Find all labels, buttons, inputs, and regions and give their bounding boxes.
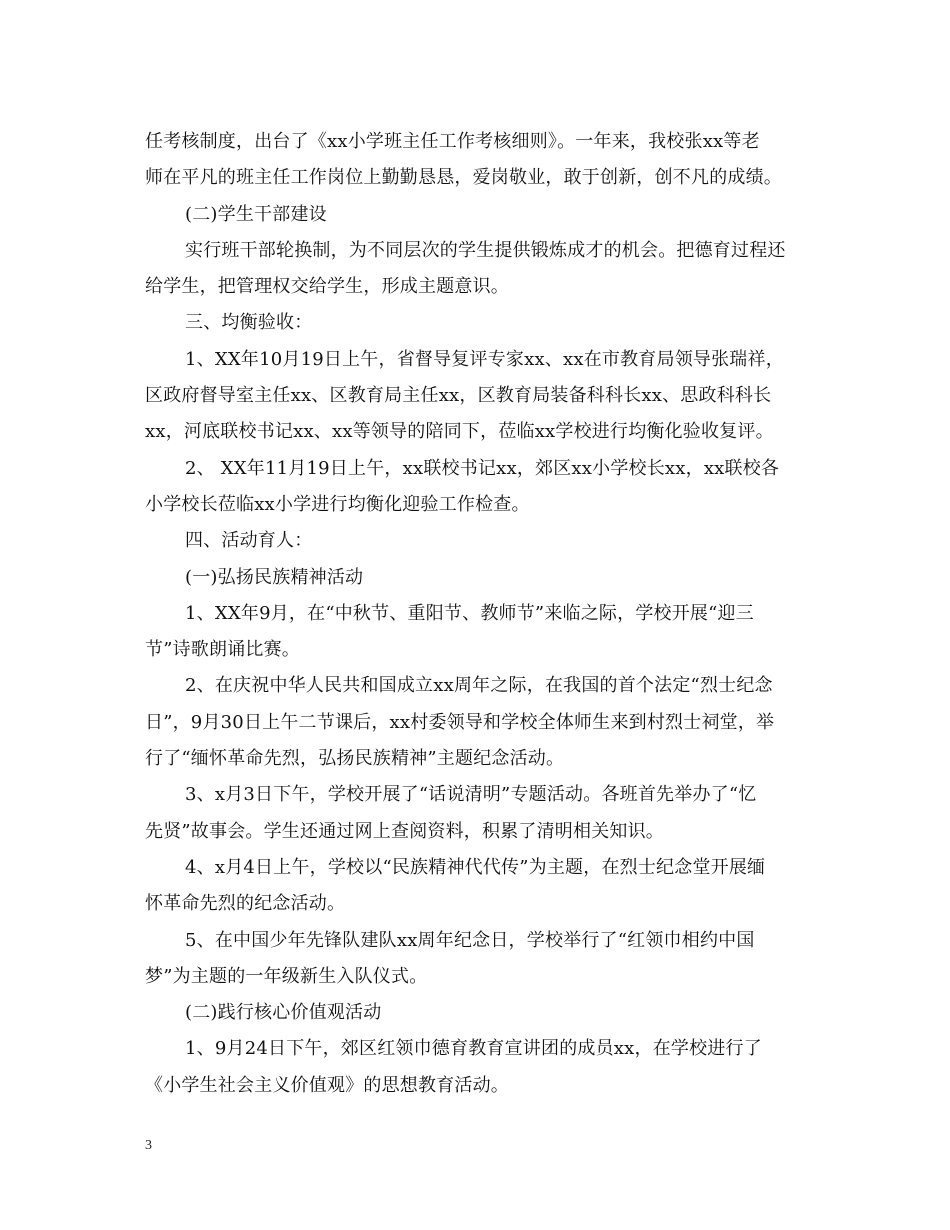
text-line: 区政府督导室主任xx、区教育局主任xx，区教育局装备科科长xx、思政科科长 (145, 385, 772, 407)
text-line: 《小学生社会主义价值观》的思想教育活动。 (145, 1074, 509, 1096)
text-line: xx，河底联校书记xx、xx等领导的陪同下，莅临xx学校进行均衡化验收复评。 (145, 421, 774, 443)
section-heading: (一)弘扬民族精神活动 (185, 566, 364, 588)
text-line: 1、XX年9月，在“中秋节、重阳节、教师节”来临之际，学校开展“迎三 (185, 602, 754, 624)
body-text (145, 124, 810, 1104)
section-heading: 四、活动育人： (185, 530, 313, 552)
text-line: 任考核制度，出台了《xx小学班主任工作考核细则》。一年来，我校张xx等老 (145, 131, 760, 152)
text-line: 1、XX年10月19日上午，省督导复评专家xx、xx在市教育局领导张瑞祥， (185, 348, 784, 370)
text-line: 2、在庆祝中华人民共和国成立xx周年之际，在我国的首个法定“烈士纪念 (185, 675, 773, 697)
text-line: 1、9月24日下午，郊区红领巾德育教育宣讲团的成员xx，在学校进行了 (185, 1038, 762, 1060)
text-line: 梦”为主题的一年级新生入队仪式。 (145, 965, 428, 987)
page-number: 3 (145, 1138, 152, 1153)
section-heading: (二)学生干部建设 (185, 203, 327, 225)
text-line: 先贤”故事会。学生还通过网上查阅资料，积累了清明相关知识。 (145, 820, 664, 842)
section-heading: 三、均衡验收： (185, 312, 313, 334)
text-line: 5、在中国少年先锋队建队xx周年纪念日，学校举行了“红领巾相约中国 (185, 929, 755, 951)
text-line: 给学生，把管理权交给学生，形成主题意识。 (145, 276, 509, 298)
text-line: 2、 XX年11月19日上午，xx联校书记xx，郊区xx小学校长xx，xx联校各 (185, 457, 780, 479)
text-line: 4、x月4日上午，学校以“民族精神代代传”为主题，在烈士纪念堂开展缅 (185, 856, 766, 878)
text-line: 日”，9月30日上午二节课后，xx村委领导和学校全体师生来到村烈士祠堂，举 (145, 711, 775, 733)
text-line: 实行班干部轮换制，为不同层次的学生提供锻炼成才的机会。把德育过程还 (185, 239, 786, 261)
text-line: 怀革命先烈的纪念活动。 (145, 893, 346, 915)
text-line: 节”诗歌朗诵比赛。 (145, 639, 301, 661)
text-line: 3、x月3日下午，学校开展了“话说清明”专题活动。各班首先举办了“忆 (185, 784, 757, 806)
text-line: 小学校长莅临xx小学进行均衡化迎验工作检查。 (145, 493, 530, 515)
text-line: 师在平凡的班主任工作岗位上勤勤恳恳，爱岗敬业，敢于创新，创不凡的成绩。 (145, 167, 782, 189)
section-heading: (二)践行核心价值观活动 (185, 1002, 382, 1024)
text-line: 行了“缅怀革命先烈，弘扬民族精神”主题纪念活动。 (145, 748, 565, 770)
